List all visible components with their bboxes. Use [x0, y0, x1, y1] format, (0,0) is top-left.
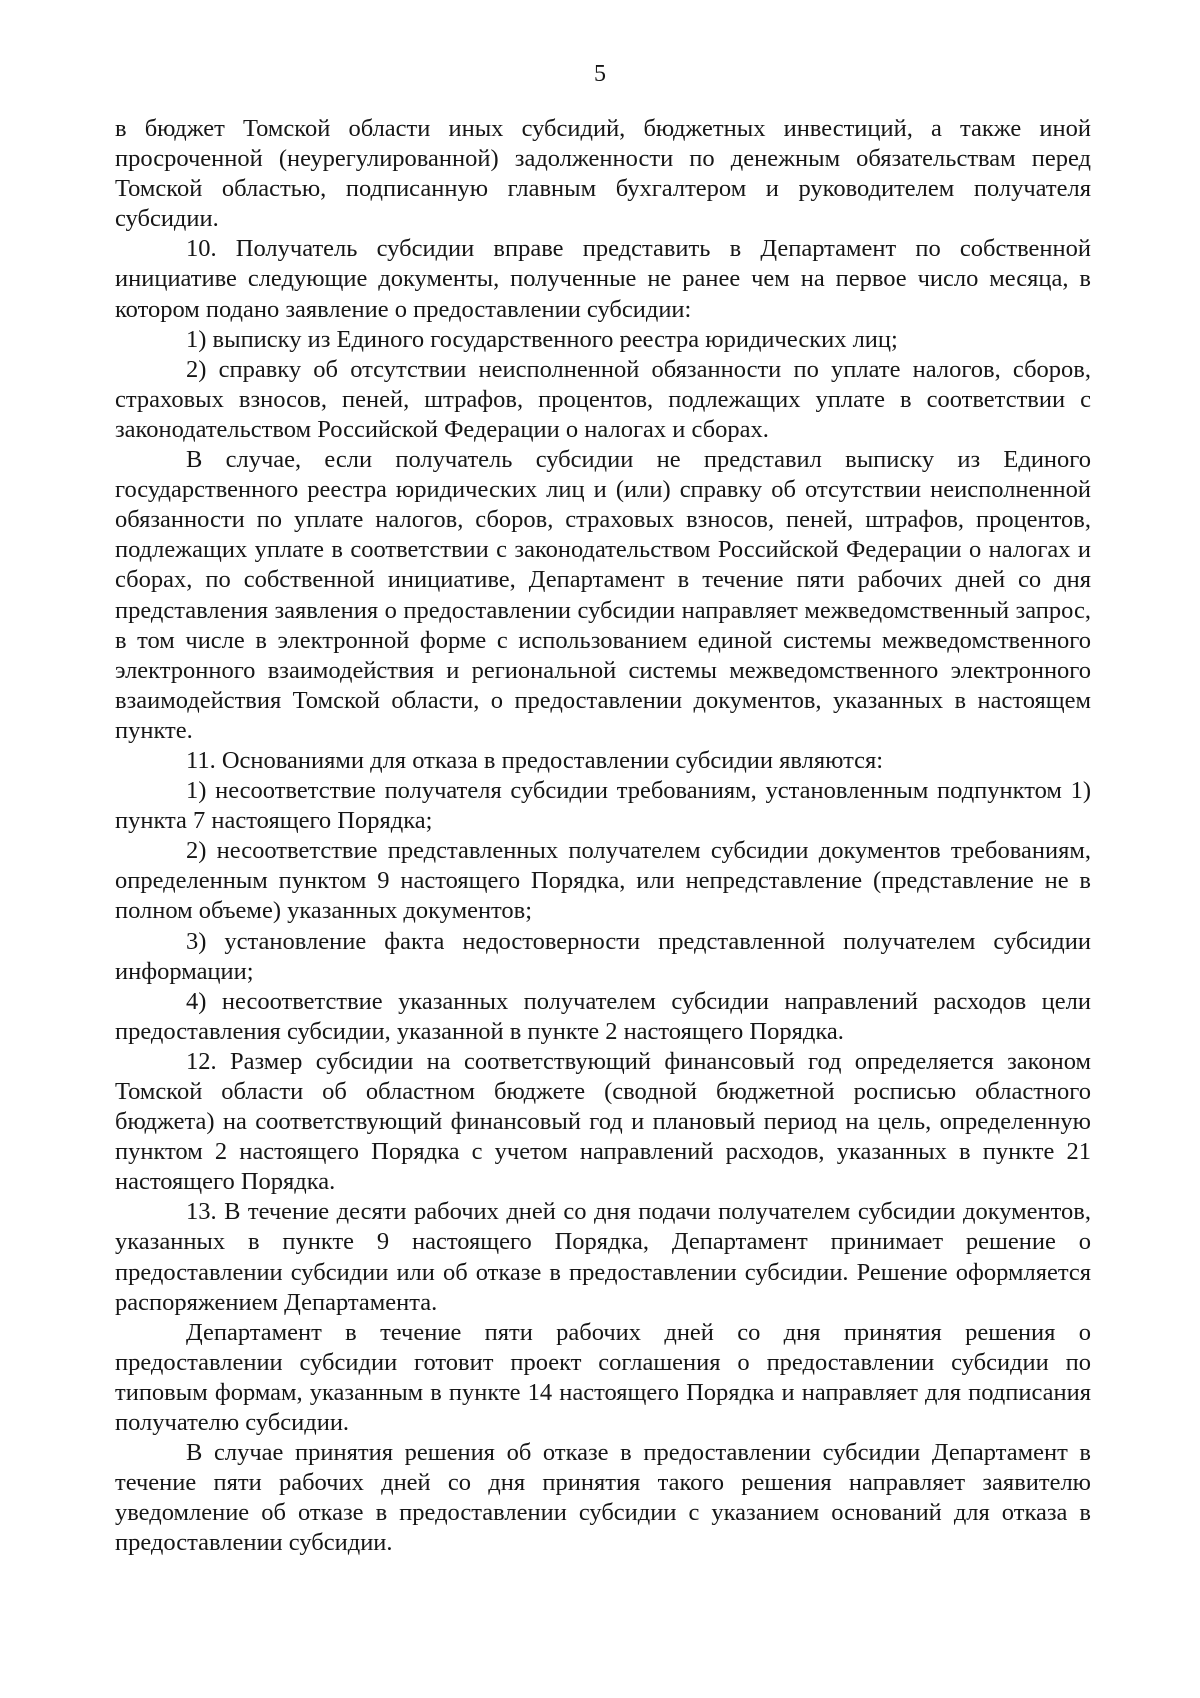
paragraph: 2) справку об отсутствии неисполненной обязанности по уплате налогов, сборов, страховых взносов, пеней, штрафов, процентов, подлежащих уплате в соответствии с законодательством Российской Федерации о налогах и сборах.: [115, 355, 1091, 443]
paragraph: в бюджет Томской области иных субсидий, бюджетных инвестиций, а также иной просроченной (неурегулированной) задолженности по денежным обязательствам перед Томской областью, подписанную главным бухгалтером и руководителем получателя субсидии.: [115, 115, 1091, 233]
paragraph: В случае принятия решения об отказе в предоставлении субсидии Департамент в течение пяти рабочих дней со дня принятия такого решения направляет заявителю уведомление об отказе в предоставлении субсидии с указанием оснований для отказа в предоставлении субсидии.: [115, 1439, 1091, 1557]
paragraph: 12. Размер субсидии на соответствующий финансовый год определяется законом Томской области об областном бюджете (сводной бюджетной росписью областного бюджета) на соответствующий финансовый год и плановый период на цель, определенную пунктом 2 настоящего Порядка с учетом направлений расходов, указанных в пункте 21 настоящего Порядка.: [115, 1047, 1091, 1196]
paragraph: В случае, если получатель субсидии не представил выписку из Единого государственного реестра юридических лиц и (или) справку об отсутствии неисполненной обязанности по уплате налогов, сборов, страховых взносов, пеней, штрафов, процентов, подлежащих уплате в соответствии с законодательством Российской Федерации о налогах и сборах, по собственной инициативе, Департамент в течение пяти рабочих дней со дня представления заявления о предоставлении субсидии направляет межведомственный запрос, в том числе в электронной форме с использованием единой системы межведомственного электронного взаимодействия и региональной системы межведомственного электронного взаимодействия Томской области, о предоставлении документов, указанных в настоящем пункте.: [115, 446, 1091, 744]
paragraph: 10. Получатель субсидии вправе представить в Департамент по собственной инициативе следующие документы, полученные не ранее чем на первое число месяца, в котором подано заявление о предоставлении субсидии:: [115, 235, 1091, 323]
paragraph: Департамент в течение пяти рабочих дней со дня принятия решения о предоставлении субсидии готовит проект соглашения о предоставлении субсидии по типовым формам, указанным в пункте 14 настоящего Порядка и направляет для подписания получателю субсидии.: [115, 1318, 1091, 1437]
paragraph: 13. В течение десяти рабочих дней со дня подачи получателем субсидии документов, указанных в пункте 9 настоящего Порядка, Департамент принимает решение о предоставлении субсидии или об отказе в предоставлении субсидии. Решение оформляется распоряжением Департамента.: [115, 1198, 1091, 1316]
paragraph: 1) несоответствие получателя субсидии требованиям, установленным подпунктом 1) пункта 7 настоящего Порядка;: [115, 777, 1091, 835]
paragraph: 4) несоответствие указанных получателем субсидии направлений расходов цели предоставления субсидии, указанной в пункте 2 настоящего Порядка.: [115, 987, 1091, 1045]
document-body: [115, 114, 1091, 1559]
paragraph: 2) несоответствие представленных получателем субсидии документов требованиям, определенным пунктом 9 настоящего Порядка, или непредставление (представление не в полном объеме) указанных документов;: [115, 837, 1091, 925]
page-number: 5: [594, 61, 606, 87]
paragraph: 11. Основаниями для отказа в предоставлении субсидии являются:: [186, 746, 884, 774]
paragraph: 1) выписку из Единого государственного реестра юридических лиц;: [186, 325, 898, 353]
paragraph: 3) установление факта недостоверности представленной получателем субсидии информации;: [115, 927, 1091, 985]
